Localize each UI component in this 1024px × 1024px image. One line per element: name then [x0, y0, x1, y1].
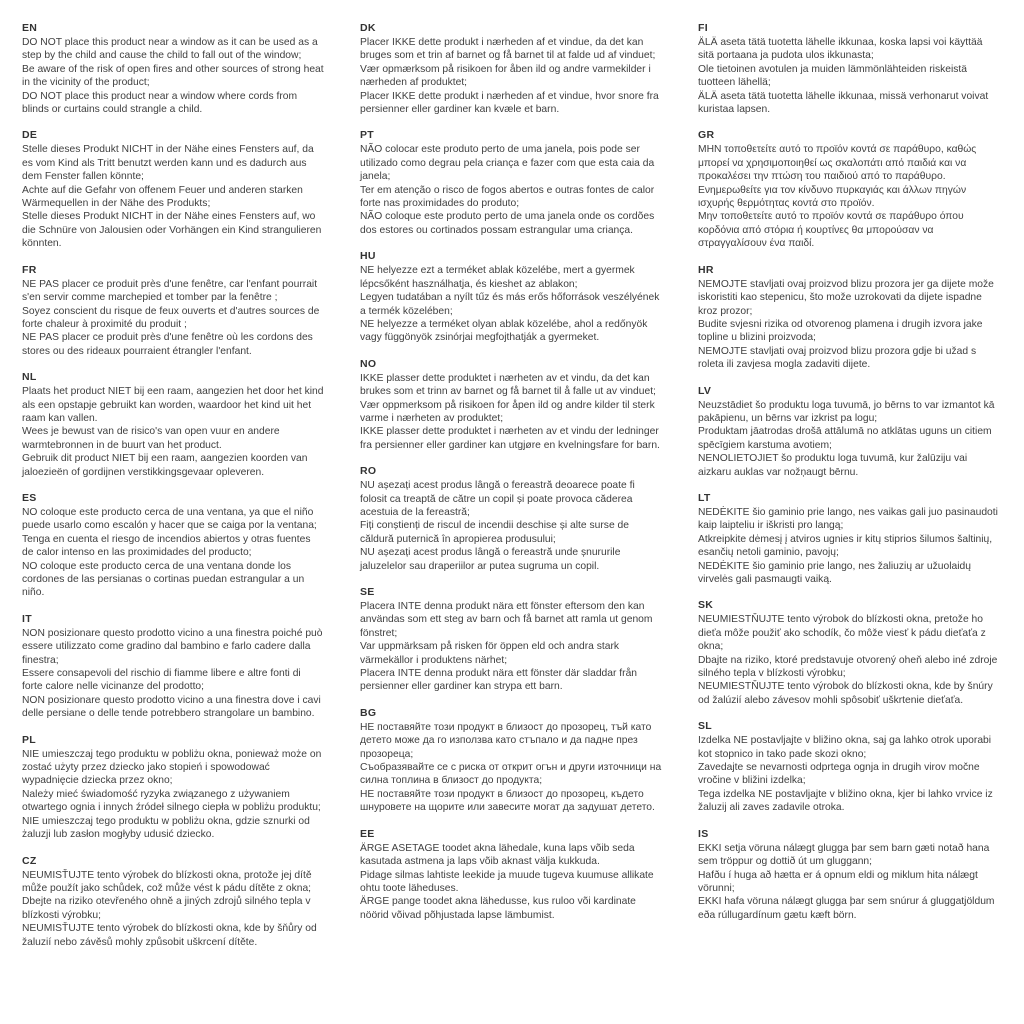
- warning-paragraph: NU așezați acest produs lângă o fereastră unde șnururile jaluzelelor sau draperiilor ar putea sugruma un copil.: [360, 547, 621, 572]
- warning-paragraph: EKKI setja vöruna nálægt glugga þar sem barn gæti notað hana sem tröppur og dottið út um gluggann;: [698, 842, 990, 868]
- language-code-label: NO: [360, 357, 377, 370]
- warning-paragraph: ÄLÄ aseta tätä tuotetta lähelle ikkunaa, missä verhonarut voivat kuristaa lapsen.: [698, 90, 989, 116]
- warning-paragraph: DO NOT place this product near a window where cords from blinds or curtains could strangle a child.: [22, 90, 298, 116]
- language-section-sl: [698, 720, 1000, 814]
- warning-paragraph: НЕ поставяйте този продукт в близост до прозорец, където шнуровете на щорите или завесите могат да задушат детето.: [360, 788, 655, 814]
- language-code-label: NL: [22, 371, 37, 384]
- language-code-label: FR: [22, 263, 37, 276]
- warning-paragraph: Zavedajte se nevarnosti odprtega ognja in drugih virov močne vročine v bližini izdelka;: [698, 762, 980, 787]
- language-section-bg: [360, 707, 662, 815]
- language-section-ro: [360, 465, 662, 573]
- language-code-label: GR: [698, 129, 715, 142]
- language-code-label: CZ: [22, 854, 37, 867]
- language-section-se: [360, 586, 662, 694]
- warning-paragraph: NÃO coloque este produto perto de uma janela onde os cordões dos estores ou cortinados possam estrangular uma criança.: [360, 211, 655, 236]
- warning-paragraph: Vær oppmerksom på risikoen for åpen ild og andre kilder til sterk varme i nærheten av produktet;: [360, 399, 655, 424]
- language-code-label: LV: [698, 384, 712, 397]
- language-code-label: SE: [360, 586, 375, 598]
- text-column-3: [698, 22, 1000, 1014]
- language-code-label: IT: [22, 612, 32, 625]
- warning-paragraph: Stelle dieses Produkt NICHT in der Nähe eines Fensters auf, da es vom Kind als Tritt benutzt werden kann und es dadurch aus dem Fenster fallen könnte;: [22, 144, 314, 183]
- warning-paragraph: Fiți conștienți de riscul de incendii deschise și alte surse de căldură puternică în apropierea produsului;: [360, 520, 629, 545]
- warning-paragraph: ÄRGE pange toodet akna lähedusse, kus ruloo või kardinate nöörid võivad põhjustada lapse lämbumist.: [360, 896, 636, 921]
- warning-paragraph: ÄRGE ASETAGE toodet akna lähedale, kuna laps võib seda kasutada astmena ja laps võib aknast välja kukkuda.: [360, 842, 635, 868]
- language-code-label: HR: [698, 263, 714, 276]
- language-section-is: [698, 828, 1000, 922]
- language-code-label: IS: [698, 827, 709, 840]
- warning-paragraph: Placer IKKE dette produkt i nærheden af et vindue, da det kan bruges som et trin af barnet og få barnet til at falde ud af vinduet;: [360, 37, 656, 62]
- warning-paragraph: Tenga en cuenta el riesgo de incendios abiertos y otras fuentes de calor intenso en las proximidades del producto;: [22, 533, 311, 559]
- language-code-label: EN: [22, 22, 38, 34]
- warning-paragraph: Plaats het product NIET bij een raam, aangezien het door het kind als een opstapje gebruikt kan worden, waardoor het kind uit het raam kan vallen.: [22, 386, 324, 424]
- language-section-sk: [698, 599, 1000, 707]
- language-section-dk: [360, 22, 662, 116]
- warning-paragraph: Var uppmärksam på risken för öppen eld och andra stark värmekällor i produktens närhet;: [360, 641, 620, 666]
- language-section-pt: [360, 129, 662, 237]
- warning-paragraph: ΜΗΝ τοποθετείτε αυτό το προϊόν κοντά σε παράθυρο, καθώς μπορεί να χρησιμοποιηθεί ως σκαλοπάτι από παιδιά και να προκαλέσει την πτώση του παιδιού από το παράθυρο.: [698, 144, 977, 183]
- warning-paragraph: Tega izdelka NE postavljajte v bližino okna, kjer bi lahko vrvice iz žaluzij ali zaves zadavile otroka.: [698, 788, 993, 814]
- warning-paragraph: Pidage silmas lahtiste leekide ja muude tugeva kuumuse allikate ohtu toote läheduses.: [360, 869, 654, 894]
- warning-paragraph: Produktam jāatrodas drošā attālumā no atklātas uguns un citiem spēcīgiem karstuma avotiem;: [698, 426, 992, 451]
- warning-paragraph: Placera INTE denna produkt nära ett fönster där sladdar från persienner eller gardiner kan strypa ett barn.: [360, 668, 638, 693]
- language-section-fr: [22, 264, 324, 358]
- warning-paragraph: NO coloque este producto cerca de una ventana, ya que el niño puede usarlo como escalón y hacer que se caiga por la ventana;: [22, 506, 317, 532]
- text-column-1: [22, 22, 324, 1014]
- language-code-label: PT: [360, 129, 375, 142]
- language-section-cz: [22, 855, 324, 949]
- warning-paragraph: NEUMISŤUJTE tento výrobek do blízkosti okna, kde by šňůry od žaluzií nebo závěsů mohly způsobit uškrcení dítěte.: [22, 923, 317, 948]
- warning-paragraph: Dbajte na riziko, ktoré predstavuje otvorený oheň alebo iné zdroje silného tepla v blízkosti výrobku;: [698, 654, 998, 680]
- warning-paragraph: Placer IKKE dette produkt i nærheden af et vindue, hvor snore fra persienner eller gardiner kan kvæle et barn.: [360, 90, 659, 116]
- warning-paragraph: Μην τοποθετείτε αυτό το προϊόν κοντά σε παράθυρο όπου κορδόνια από στόρια ή κουρτίνες θα μπορούσαν να στραγγαλίσουν ένα παιδί.: [698, 211, 964, 250]
- language-section-de: [22, 129, 324, 250]
- warning-paragraph: Be aware of the risk of open fires and other sources of strong heat in the vicinity of the product;: [22, 63, 324, 89]
- language-code-label: FI: [698, 22, 708, 34]
- warning-paragraph: NU așezați acest produs lângă o fereastră deoarece poate fi folosit ca treaptă de către un copil și poate provoca căderea acestuia de la fereastră;: [360, 480, 635, 518]
- warning-paragraph: NÃO colocar este produto perto de uma janela, pois pode ser utilizado como degrau pela criança e fazer com que esta caia da janela;: [360, 144, 655, 183]
- warning-paragraph: IKKE plasser dette produktet i nærheten av et vindu der ledninger fra persienner eller gardiner kan utgjøre en kvelningsfare for barn.: [360, 426, 660, 451]
- language-section-hu: [360, 250, 662, 344]
- language-code-label: PL: [22, 733, 37, 746]
- warning-paragraph: Neuzstādiet šo produktu loga tuvumā, jo bērns to var izmantot kā pakāpienu, un bērns var izkrist pa logu;: [698, 399, 995, 424]
- warning-paragraph: Atkreipkite dėmesį į atviros ugnies ir kitų stiprios šilumos šaltinių, esančių netoli gaminio, pavojų;: [698, 533, 993, 559]
- warning-paragraph: NEMOJTE stavljati ovaj proizvod blizu prozora jer ga dijete može iskoristiti kao stepenicu, što može uzrokovati da dijete ispadne kroz prozor;: [698, 278, 994, 317]
- language-code-label: EE: [360, 827, 375, 840]
- warning-paragraph: NE helyezze ezt a terméket ablak közelébe, mert a gyermek lépcsőként használhatja, és kieshet az ablakon;: [360, 265, 635, 290]
- language-code-label: LT: [698, 491, 711, 504]
- warning-paragraph: NENOLIETOJIET šo produktu loga tuvumā, kur žalūziju vai aizkaru auklas var nožņaugt bērnu.: [698, 453, 968, 478]
- warning-paragraph: Hafðu í huga að hætta er á opnum eldi og miklum hita nálægt vörunni;: [698, 869, 978, 894]
- warning-paragraph: NON posizionare questo prodotto vicino a una finestra poiché può essere utilizzato come gradino dal bambino e farlo cadere dalla finestra;: [22, 627, 323, 666]
- language-section-lv: [698, 385, 1000, 479]
- warning-paragraph: NON posizionare questo prodotto vicino a una finestra dove i cavi delle persiane o delle tende potrebbero strangolare un bambino.: [22, 694, 321, 720]
- language-section-hr: [698, 264, 1000, 372]
- warning-paragraph: Ole tietoinen avotulen ja muiden lämmönlähteiden riskeistä tuotteen lähellä;: [698, 63, 968, 89]
- warning-paragraph: Dbejte na riziko otevřeného ohně a jiných zdrojů silného tepla v blízkosti výrobku;: [22, 896, 311, 921]
- language-code-label: RO: [360, 465, 377, 478]
- language-code-label: SL: [698, 720, 713, 733]
- warning-paragraph: IKKE plasser dette produktet i nærheten av et vindu, da det kan brukes som et trinn av barnet og få barnet til å falle ut av vinduet;: [360, 372, 656, 398]
- warning-paragraph: NE PAS placer ce produit près d'une fenêtre, car l'enfant pourrait s'en servir comme marchepied et tomber par la fenêtre ;: [22, 278, 318, 304]
- warning-paragraph: EKKI hafa vöruna nálægt glugga þar sem snúrur á gluggatjöldum eða rúllugardínum gætu kæft börn.: [698, 896, 995, 921]
- warning-paragraph: Essere consapevoli del rischio di fiamme libere e altre fonti di forte calore nelle vicinanze del prodotto;: [22, 668, 301, 693]
- warning-paragraph: Izdelka NE postavljajte v bližino okna, saj ga lahko otrok uporabi kot stopnico in tako pade skozi okno;: [698, 735, 992, 760]
- language-section-it: [22, 613, 324, 721]
- warning-paragraph: NEUMIESTŇUJTE tento výrobok do blízkosti okna, pretože ho dieťa môže použiť ako schodík, čo môže viesť k pádu dieťaťa z okna;: [698, 614, 986, 653]
- language-section-es: [22, 492, 324, 600]
- language-code-label: DK: [360, 22, 376, 34]
- language-code-label: ES: [22, 491, 37, 504]
- warning-paragraph: Ενημερωθείτε για τον κίνδυνο πυρκαγιάς και άλλων πηγών ισχυρής θερμότητας κοντά στο προϊόν.: [698, 184, 967, 210]
- warning-paragraph: Съобразявайте се с риска от открит огън и други източници на силна топлина в близост до продукта;: [360, 762, 662, 787]
- text-column-2: [360, 22, 662, 1014]
- language-section-gr: [698, 129, 1000, 250]
- language-section-en: [22, 22, 324, 116]
- language-section-pl: [22, 734, 324, 842]
- language-section-nl: [22, 371, 324, 479]
- warning-paragraph: NEMOJTE stavljati ovaj proizvod blizu prozora gdje bi užad s roleta ili zavjesa mogla zadaviti dijete.: [698, 345, 977, 371]
- language-code-label: BG: [360, 706, 377, 719]
- language-code-label: HU: [360, 250, 376, 263]
- warning-paragraph: NEDĖKITE šio gaminio prie lango, nes vaikas gali juo pasinaudoti kaip laipteliu ir iškristi pro langą;: [698, 506, 998, 532]
- language-code-label: DE: [22, 129, 38, 142]
- warning-paragraph: Budite svjesni rizika od otvorenog plamena i drugih izvora jake topline u blizini proizvoda;: [698, 318, 983, 344]
- warning-paragraph: Należy mieć świadomość ryzyka związanego z używaniem otwartego ognia i innych źródeł silnego ciepła w pobliżu produktu;: [22, 788, 321, 814]
- warning-paragraph: Achte auf die Gefahr von offenem Feuer und anderen starken Wärmequellen in der Nähe des Produkts;: [22, 184, 303, 210]
- warning-paragraph: NE helyezze a terméket olyan ablak közelébe, ahol a redőnyök vagy függönyök zsinórjai megfojthatják a gyermeket.: [360, 318, 648, 344]
- warning-paragraph: NO coloque este producto cerca de una ventana donde los cordones de las persianas o cortinas puedan estrangular a un niño.: [22, 560, 305, 599]
- warning-paragraph: ÄLÄ aseta tätä tuotetta lähelle ikkunaa, koska lapsi voi käyttää sitä portaana ja pudota ulos ikkunasta;: [698, 37, 983, 62]
- warning-paragraph: DO NOT place this product near a window as it can be used as a step by the child and cause the child to fall out of the window;: [22, 37, 318, 62]
- warning-paragraph: NIE umieszczaj tego produktu w pobliżu okna, ponieważ może on zostać użyty przez dziecko jako stopień i spowodować wypadnięcie dziecka przez okno;: [22, 748, 322, 787]
- warning-paragraph: Wees je bewust van de risico's van open vuur en andere warmtebronnen in de buurt van het product.: [22, 426, 280, 451]
- warning-paragraph: NEUMISŤUJTE tento výrobek do blízkosti okna, protože jej dítě může použít jako schůdek, což může vést k pádu dítěte z okna;: [22, 869, 312, 894]
- language-section-no: [360, 358, 662, 452]
- warning-paragraph: NE PAS placer ce produit près d'une fenêtre où les cordons des stores ou des rideaux pourraient étrangler l'enfant.: [22, 332, 313, 357]
- warning-paragraph: Ter em atenção o risco de fogos abertos e outras fontes de calor forte nas proximidades do produto;: [360, 184, 655, 210]
- warning-paragraph: Placera INTE denna produkt nära ett fönster eftersom den kan användas som ett steg av barn och få barnet att ramla ut genom fönstret;: [360, 601, 653, 639]
- language-section-lt: [698, 492, 1000, 586]
- language-section-ee: [360, 828, 662, 922]
- warning-paragraph: Vær opmærksom på risikoen for åben ild og andre varmekilder i nærheden af produktet;: [360, 63, 651, 89]
- warning-paragraph: NEUMIESTŇUJTE tento výrobok do blízkosti okna, kde by šnúry od žalúzií alebo závesov mohli spôsobiť uškrtenie dieťaťa.: [698, 681, 993, 706]
- warning-paragraph: Legyen tudatában a nyílt tűz és más erős hőforrások veszélyének a termék közelében;: [360, 292, 660, 317]
- warning-paragraph: NIE umieszczaj tego produktu w pobliżu okna, gdzie sznurki od żaluzji lub zasłon mogłyby udusić dziecko.: [22, 815, 310, 841]
- language-code-label: SK: [698, 599, 714, 612]
- warning-paragraph: Stelle dieses Produkt NICHT in der Nähe eines Fensters auf, wo die Schnüre von Jalousien oder Vorhängen ein Kind strangulieren könnten.: [22, 211, 322, 250]
- language-section-fi: [698, 22, 1000, 116]
- warning-paragraph: Gebruik dit product NIET bij een raam, aangezien koorden van jaloezieën of gordijnen verstikkingsgevaar opleveren.: [22, 453, 308, 478]
- warning-paragraph: Soyez conscient du risque de feux ouverts et d'autres sources de forte chaleur à proximité du produit ;: [22, 305, 320, 330]
- warning-paragraph: НЕ поставяйте този продукт в близост до прозорец, тъй като детето може да го използва като стъпало и да падне през прозореца;: [360, 721, 652, 760]
- warning-paragraph: NEDĖKITE šio gaminio prie lango, nes žaliuzių ar užuolaidų virvelės gali pasmaugti vaiką.: [698, 560, 972, 585]
